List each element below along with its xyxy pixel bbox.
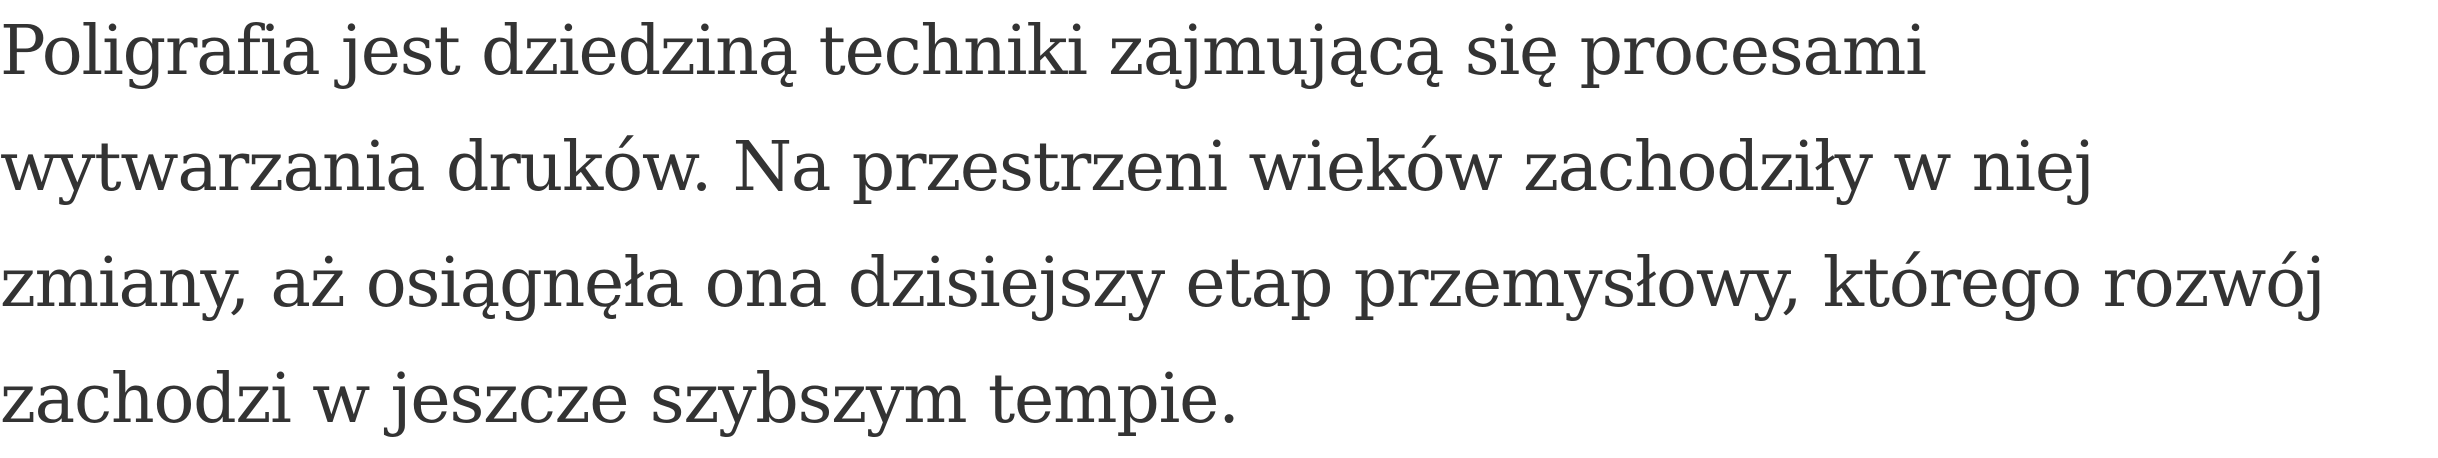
paragraph-line: zmiany, aż osiągnęła ona dzisiejszy etap przemysłowy, którego rozwój — [0, 244, 2325, 323]
paragraph-line: Poligrafia jest dziedziną techniki zajmującą się procesami — [0, 12, 1926, 91]
paragraph-line: wytwarzania druków. Na przestrzeni wieków zachodziły w niej — [0, 128, 2094, 207]
paragraph-line: zachodzi w jeszcze szybszym tempie. — [0, 360, 1239, 439]
